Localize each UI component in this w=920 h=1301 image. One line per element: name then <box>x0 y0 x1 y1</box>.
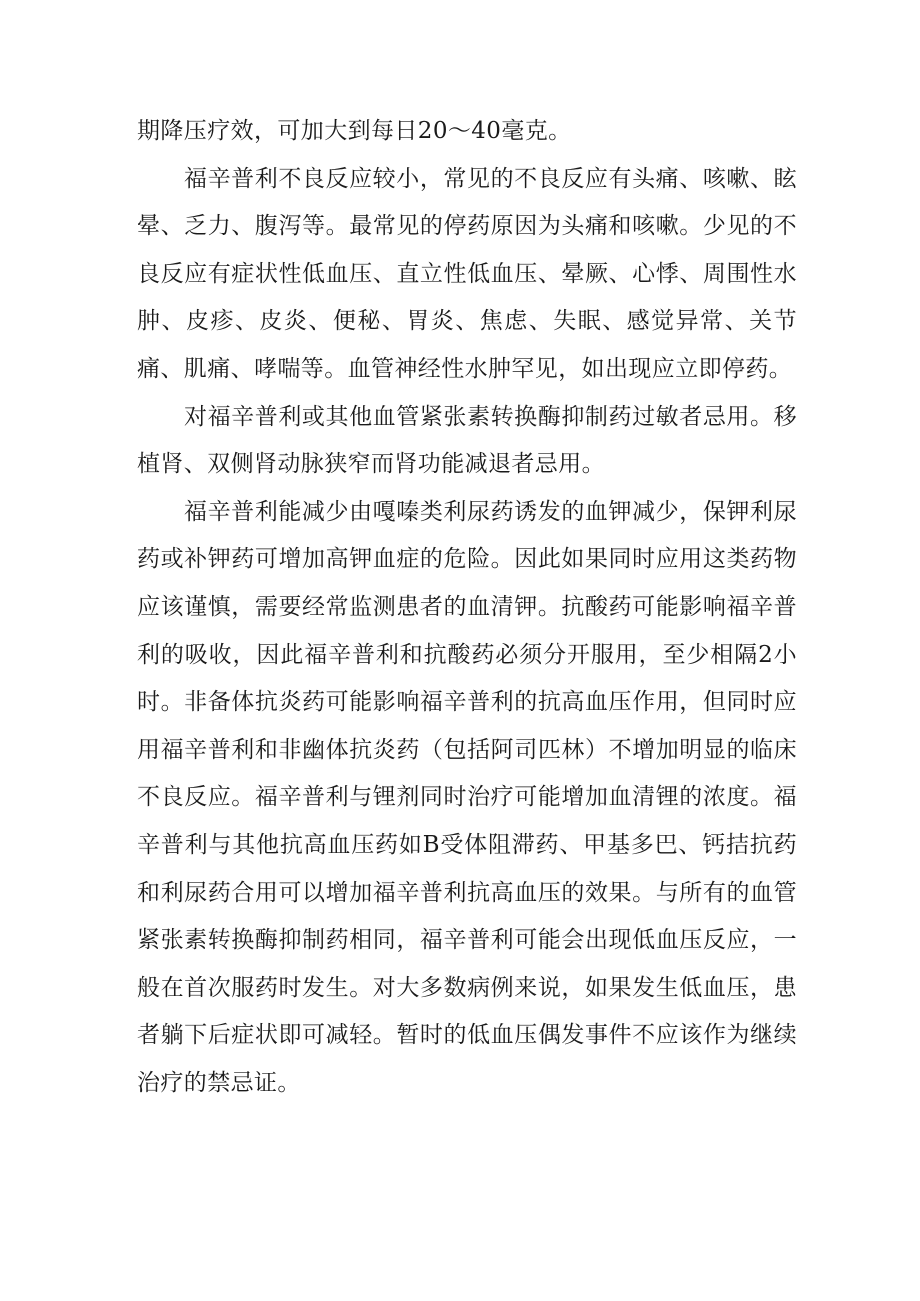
paragraph-adverse-reactions: 福辛普利不良反应较小，常见的不良反应有头痛、咳嗽、眩晕、乏力、腹泻等。最常见的停药原因为头痛和咳嗽。少见的不良反应有症状性低血压、直立性低血压、晕厥、心悸、周围性水肿、皮疹、皮炎、便秘、胃炎、焦虑、失眠、感觉异常、关节痛、肌痛、哮喘等。血管神经性水肿罕见，如出现应立即停药。 <box>137 165 797 382</box>
paragraph-drug-interactions: 福辛普利能减少由嘎嗪类利尿药诱发的血钾减少，保钾利尿药或补钾药可增加高钾血症的危险。因此如果同时应用这类药物应该谨慎，需要经常监测患者的血清钾。抗酸药可能影响福辛普利的吸收，因此福辛普利和抗酸药必须分开服用，至少相隔2小时。非备体抗炎药可能影响福辛普利的抗高血压作用，但同时应用福辛普利和非幽体抗炎药（包括阿司匹林）不增加明显的临床不良反应。福辛普利与锂剂同时治疗可能增加血清锂的浓度。福辛普利与其他抗高血压药如B受体阻滞药、甲基多巴、钙拮抗药和利尿药合用可以增加福辛普利抗高血压的效果。与所有的血管紧张素转换酶抑制药相同，福辛普利可能会出现低血压反应，一般在首次服药时发生。对大多数病例来说，如果发生低血压，患者躺下后症状即可减轻。暂时的低血压偶发事件不应该作为继续治疗的禁忌证。 <box>137 498 797 1096</box>
document-body <box>137 108 797 1107</box>
paragraph-continuation: 期降压疗效，可加大到每日20～40毫克。 <box>137 118 572 144</box>
paragraph-contraindications: 对福辛普利或其他血管紧张素转换酶抑制药过敏者忌用。移植肾、双侧肾动脉狭窄而肾功能减退者忌用。 <box>137 403 797 478</box>
